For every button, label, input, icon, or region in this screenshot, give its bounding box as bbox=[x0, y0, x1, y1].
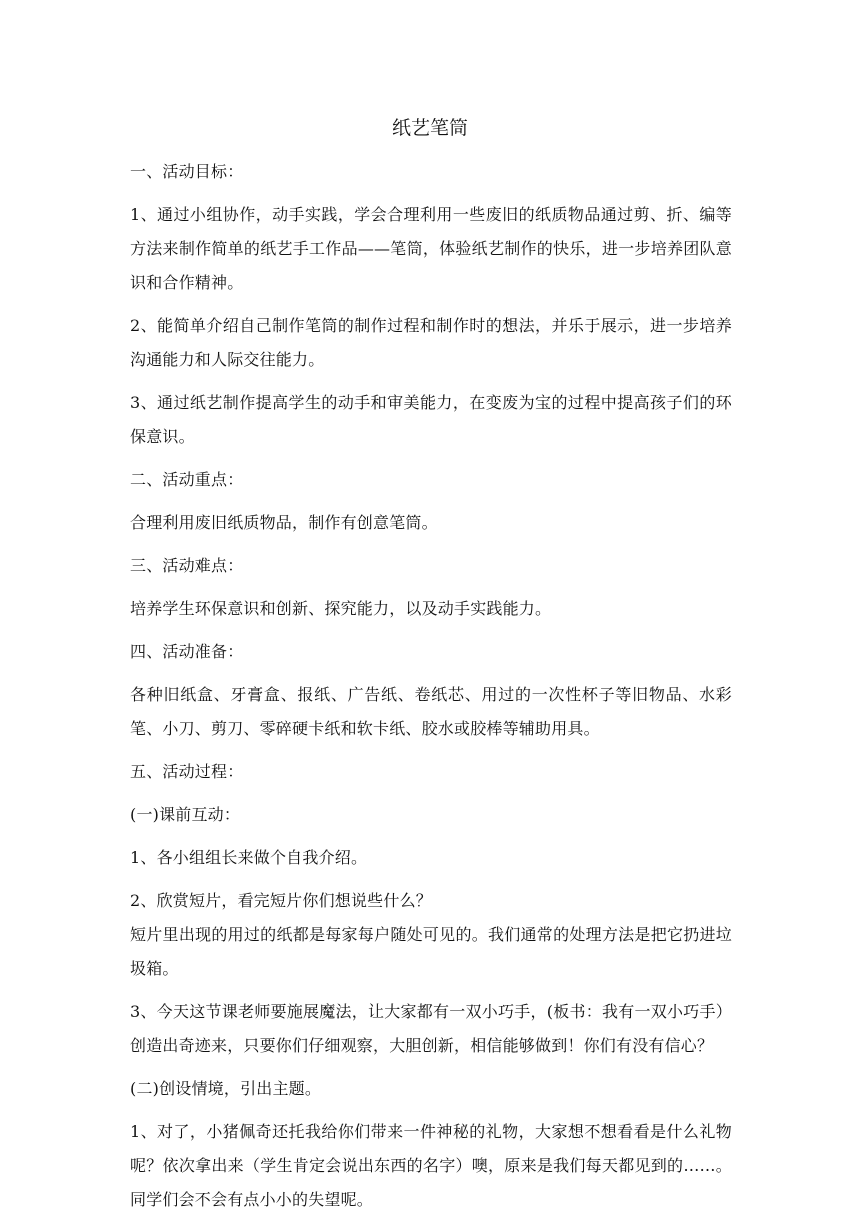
warmup-step-3: 3、今天这节课老师要施展魔法，让大家都有一双小巧手，(板书：我有一双小巧手）创造出奇迹来，只要你们仔细观察，大胆创新，相信能够做到！你们有没有信心？ bbox=[130, 1002, 732, 1055]
objective-1: 1、通过小组协作，动手实践，学会合理利用一些废旧的纸质物品通过剪、折、编等方法来制作简单的纸艺手工作品——笔筒，体验纸艺制作的快乐，进一步培养团队意识和合作精神。 bbox=[130, 205, 732, 292]
key-points-text: 合理利用废旧纸质物品，制作有创意笔筒。 bbox=[130, 513, 438, 532]
subheading-scenario: (二)创设情境，引出主题。 bbox=[130, 1079, 322, 1098]
scenario-step-1: 1、对了，小猪佩奇还托我给你们带来一件神秘的礼物，大家想不想看看是什么礼物呢？依次拿出来（学生肯定会说出东西的名字）噢，原来是我们每天都见到的……。同学们会不会有点小小的失望呢。 bbox=[130, 1122, 732, 1209]
objective-3: 3、通过纸艺制作提高学生的动手和审美能力，在变废为宝的过程中提高孩子们的环保意识。 bbox=[130, 393, 732, 446]
warmup-step-1: 1、各小组组长来做个自我介绍。 bbox=[130, 848, 368, 867]
heading-key-points: 二、活动重点： bbox=[130, 470, 244, 489]
heading-objectives: 一、活动目标： bbox=[130, 162, 244, 181]
objective-2: 2、能简单介绍自己制作笔筒的制作过程和制作时的想法，并乐于展示，进一步培养沟通能力和人际交往能力。 bbox=[130, 316, 732, 369]
document-body bbox=[130, 155, 732, 1226]
heading-preparation: 四、活动准备： bbox=[130, 642, 244, 661]
warmup-step-2-detail: 短片里出现的用过的纸都是每家每户随处可见的。我们通常的处理方法是把它扔进垃圾箱。 bbox=[130, 925, 732, 978]
warmup-step-2: 2、欣赏短片，看完短片你们想说些什么？ bbox=[130, 891, 432, 910]
difficulties-text: 培养学生环保意识和创新、探究能力，以及动手实践能力。 bbox=[130, 599, 552, 618]
document-title: 纸艺笔筒 bbox=[391, 117, 468, 139]
preparation-text: 各种旧纸盒、牙膏盒、报纸、广告纸、卷纸芯、用过的一次性杯子等旧物品、水彩笔、小刀、剪刀、零碎硬卡纸和软卡纸、胶水或胶棒等辅助用具。 bbox=[130, 685, 732, 738]
subheading-warmup: (一)课前互动： bbox=[130, 805, 241, 824]
heading-process: 五、活动过程： bbox=[130, 762, 244, 781]
heading-difficulties: 三、活动难点： bbox=[130, 556, 244, 575]
